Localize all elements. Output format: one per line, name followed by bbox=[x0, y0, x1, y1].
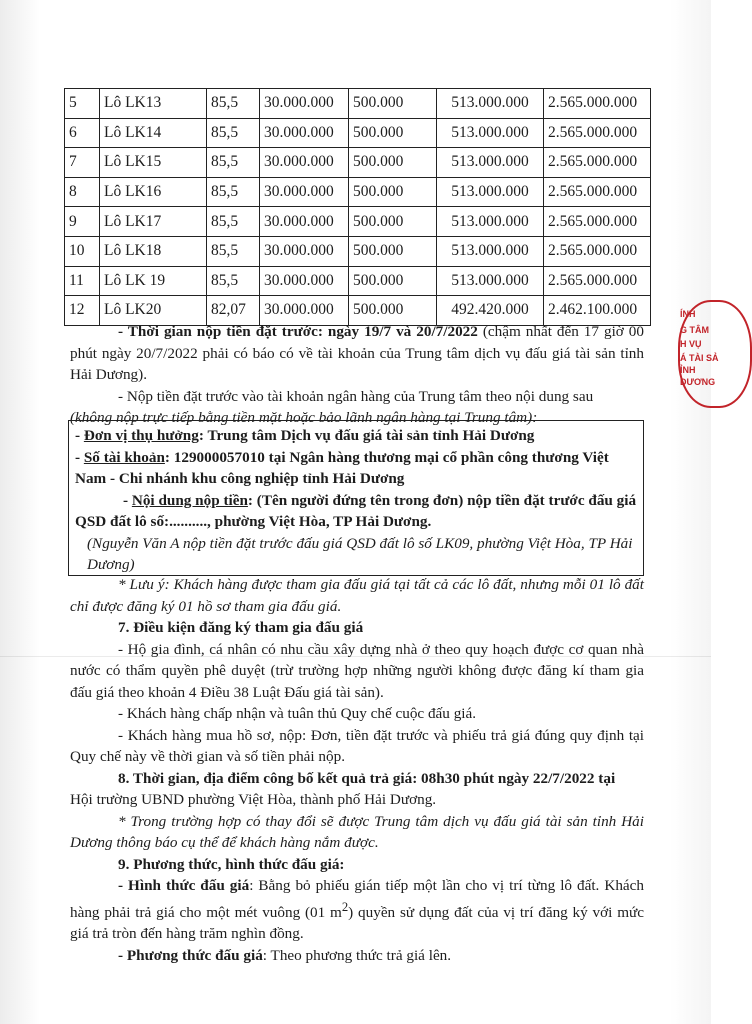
account-note: (không nộp trực tiếp bằng tiền mặt hoặc bảo lãnh ngân hàng tại Trung tâm): bbox=[70, 409, 538, 426]
table-cell: 85,5 bbox=[207, 266, 260, 296]
beneficiary-label: Đơn vị thụ hưởng bbox=[83, 427, 199, 444]
table-cell: 30.000.000 bbox=[260, 236, 349, 266]
table-cell: 30.000.000 bbox=[260, 118, 349, 148]
table-cell: 513.000.000 bbox=[437, 89, 544, 119]
table-cell: 2.565.000.000 bbox=[544, 148, 651, 178]
account-number-value: : 129000057010 tại Ngân hàng thương mại cổ phần công thương Việt Nam - Chi nhánh khu công nghiệp tỉnh Hải Dương bbox=[75, 448, 609, 487]
table-row bbox=[65, 118, 651, 148]
seal-line: H VỤ bbox=[680, 339, 702, 349]
table-cell: 500.000 bbox=[349, 118, 437, 148]
table-cell: 11 bbox=[65, 266, 100, 296]
auction-form-sup: 2 bbox=[341, 899, 349, 914]
section-8-note: * Trong trường hợp có thay đổi sẽ được Trung tâm dịch vụ đấu giá tài sản tỉnh Hải Dương thông báo cụ thể để khách hàng nắm được. bbox=[70, 812, 644, 851]
table-row bbox=[65, 207, 651, 237]
seal-line: G TÂM bbox=[680, 325, 709, 335]
section-7-heading: 7. Điều kiện đăng ký tham gia đấu giá bbox=[118, 619, 364, 636]
table-cell: 500.000 bbox=[349, 148, 437, 178]
table-cell: Lô LK 19 bbox=[100, 266, 207, 296]
section-8-text: Hội trường UBND phường Việt Hòa, thành phố Hải Dương. bbox=[70, 791, 437, 808]
payment-content-value: : (Tên người đứng tên trong đơn) nộp tiền đặt trước đấu giá QSD đất lô số:.........., phường Việt Hòa, TP Hải Dương. bbox=[75, 491, 637, 530]
beneficiary-value: : Trung tâm Dịch vụ đấu giá tài sản tỉnh Hải Dương bbox=[198, 427, 535, 444]
table-cell: Lô LK20 bbox=[100, 296, 207, 326]
red-seal-stamp bbox=[672, 300, 732, 412]
account-intro: - Nộp tiền đặt trước vào tài khoản ngân hàng của Trung tâm theo nội dung sau bbox=[118, 387, 594, 405]
table-cell: Lô LK14 bbox=[100, 118, 207, 148]
main-text bbox=[70, 574, 644, 966]
table-cell: 513.000.000 bbox=[437, 207, 544, 237]
table-cell: 85,5 bbox=[207, 148, 260, 178]
table-cell: 85,5 bbox=[207, 207, 260, 237]
table-cell: 500.000 bbox=[349, 266, 437, 296]
payment-content-label: Nội dung nộp tiền bbox=[131, 491, 248, 509]
table-cell: 85,5 bbox=[207, 118, 260, 148]
deposit-time-text: (chậm nhất đến 17 giờ 00 phút ngày 20/7/2022 phải có báo có về tài khoản của Trung tâm dịch vụ đấu giá tài sản tỉnh Hải Dương). bbox=[70, 323, 644, 383]
table-cell: 492.420.000 bbox=[437, 296, 544, 326]
table-cell: Lô LK16 bbox=[100, 177, 207, 207]
lots-table bbox=[64, 88, 651, 326]
table-cell: Lô LK18 bbox=[100, 236, 207, 266]
table-cell: 500.000 bbox=[349, 207, 437, 237]
table-cell: 513.000.000 bbox=[437, 148, 544, 178]
table-cell: 513.000.000 bbox=[437, 236, 544, 266]
table-cell: 9 bbox=[65, 207, 100, 237]
auction-method-label: - Phương thức đấu giá bbox=[118, 946, 263, 964]
auction-form-text-a: : Bằng bỏ phiếu gián tiếp một lần cho vị trí từng lô đất. Khách hàng phải trả giá cho một mét vuông (01 m bbox=[70, 877, 644, 921]
table-cell: 82,07 bbox=[207, 296, 260, 326]
table-row bbox=[65, 148, 651, 178]
account-number-label: Số tài khoản bbox=[83, 448, 165, 466]
table-cell: 500.000 bbox=[349, 89, 437, 119]
table-cell: 6 bbox=[65, 118, 100, 148]
table-cell: Lô LK15 bbox=[100, 148, 207, 178]
paper-fold bbox=[0, 656, 711, 657]
seal-line: DƯƠNG bbox=[680, 377, 716, 387]
table-cell: 30.000.000 bbox=[260, 296, 349, 326]
table-cell: 30.000.000 bbox=[260, 177, 349, 207]
section-9-heading: 9. Phương thức, hình thức đấu giá: bbox=[118, 855, 345, 873]
auction-form-label: - Hình thức đấu giá bbox=[118, 877, 250, 894]
table-cell: 2.565.000.000 bbox=[544, 236, 651, 266]
table-cell: 500.000 bbox=[349, 177, 437, 207]
table-cell: 8 bbox=[65, 177, 100, 207]
table-cell: 2.565.000.000 bbox=[544, 266, 651, 296]
seal-line: ÍNH bbox=[680, 309, 696, 319]
section-8-heading: 8. Thời gian, địa điểm công bố kết quả trả giá: 08h30 phút ngày 22/7/2022 tại bbox=[118, 769, 616, 787]
table-cell: 2.462.100.000 bbox=[544, 296, 651, 326]
table-row bbox=[65, 236, 651, 266]
table-cell: 500.000 bbox=[349, 296, 437, 326]
table-cell: 30.000.000 bbox=[260, 207, 349, 237]
table-cell: 10 bbox=[65, 236, 100, 266]
auction-form-text-b: ) quyền sử dụng đất của vị trí đăng ký với mức giá trả tròn đến hàng trăm nghìn đồng. bbox=[70, 903, 644, 943]
table-cell: 85,5 bbox=[207, 236, 260, 266]
table-cell: 5 bbox=[65, 89, 100, 119]
table-row bbox=[65, 89, 651, 119]
table-cell: Lô LK17 bbox=[100, 207, 207, 237]
table-cell: Lô LK13 bbox=[100, 89, 207, 119]
payment-info-box: - Đơn vị thụ hưởng: Trung tâm Dịch vụ đấu giá tài sản tỉnh Hải Dương - Số tài khoản: 129000057010 tại Ngân hàng thương mại cổ phần công thương Việt Nam - Chi nhánh khu công nghiệp tỉnh Hải Dương - Nội dung nộp tiền: (Tên người đứng tên trong đơn) nộp tiền đặt trước đấu giá QSD đất lô số:.........., phường Việt Hòa, TP Hải Dương. (Nguyễn Văn A nộp tiền đặt trước đấu giá QSD đất lô số LK09, phường Việt Hòa, TP Hải Dương) bbox=[68, 420, 644, 576]
table-cell: 2.565.000.000 bbox=[544, 207, 651, 237]
table-cell: 500.000 bbox=[349, 236, 437, 266]
table-cell: 2.565.000.000 bbox=[544, 177, 651, 207]
payment-example: (Nguyễn Văn A nộp tiền đặt trước đấu giá QSD đất lô số LK09, phường Việt Hòa, TP Hải Dương) bbox=[87, 534, 633, 573]
auction-method-text: : Theo phương thức trả giá lên. bbox=[262, 946, 452, 964]
table-cell: 85,5 bbox=[207, 89, 260, 119]
note-lots: * Lưu ý: Khách hàng được tham gia đấu giá tại tất cả các lô đất, nhưng mỗi 01 lô đất chỉ được đăng ký 01 hồ sơ tham gia đấu giá. bbox=[70, 576, 644, 615]
table-cell: 2.565.000.000 bbox=[544, 118, 651, 148]
deposit-time-label: - Thời gian nộp tiền đặt trước: ngày 19/7 và 20/7/2022 bbox=[118, 323, 478, 340]
table-row bbox=[65, 266, 651, 296]
table-cell: 2.565.000.000 bbox=[544, 89, 651, 119]
table-cell: 513.000.000 bbox=[437, 177, 544, 207]
table-cell: 12 bbox=[65, 296, 100, 326]
section-7-p1: - Hộ gia đình, cá nhân có nhu cầu xây dựng nhà ở theo quy hoạch được cơ quan nhà nước có thẩm quyền phê duyệt (trừ trường hợp những người không được đăng kí tham gia đấu giá theo khoản 4 Điều 38 Luật Đấu giá tài sản). bbox=[70, 640, 644, 701]
table-cell: 30.000.000 bbox=[260, 89, 349, 119]
table-cell: 85,5 bbox=[207, 177, 260, 207]
section-7-p2: - Khách hàng chấp nhận và tuân thủ Quy chế cuộc đấu giá. bbox=[118, 705, 477, 722]
table-cell: 7 bbox=[65, 148, 100, 178]
table-row bbox=[65, 177, 651, 207]
table-cell: 513.000.000 bbox=[437, 266, 544, 296]
section-7-p3: - Khách hàng mua hồ sơ, nộp: Đơn, tiền đặt trước và phiếu trả giá đúng quy định tại Quy chế này về thời gian và số tiền phải nộp. bbox=[70, 726, 644, 765]
table-cell: 513.000.000 bbox=[437, 118, 544, 148]
table-cell: 30.000.000 bbox=[260, 266, 349, 296]
seal-line: Á TÀI SẢ bbox=[680, 353, 719, 363]
deposit-section bbox=[70, 321, 644, 429]
seal-line: ỈNH bbox=[680, 365, 696, 375]
table-cell: 30.000.000 bbox=[260, 148, 349, 178]
